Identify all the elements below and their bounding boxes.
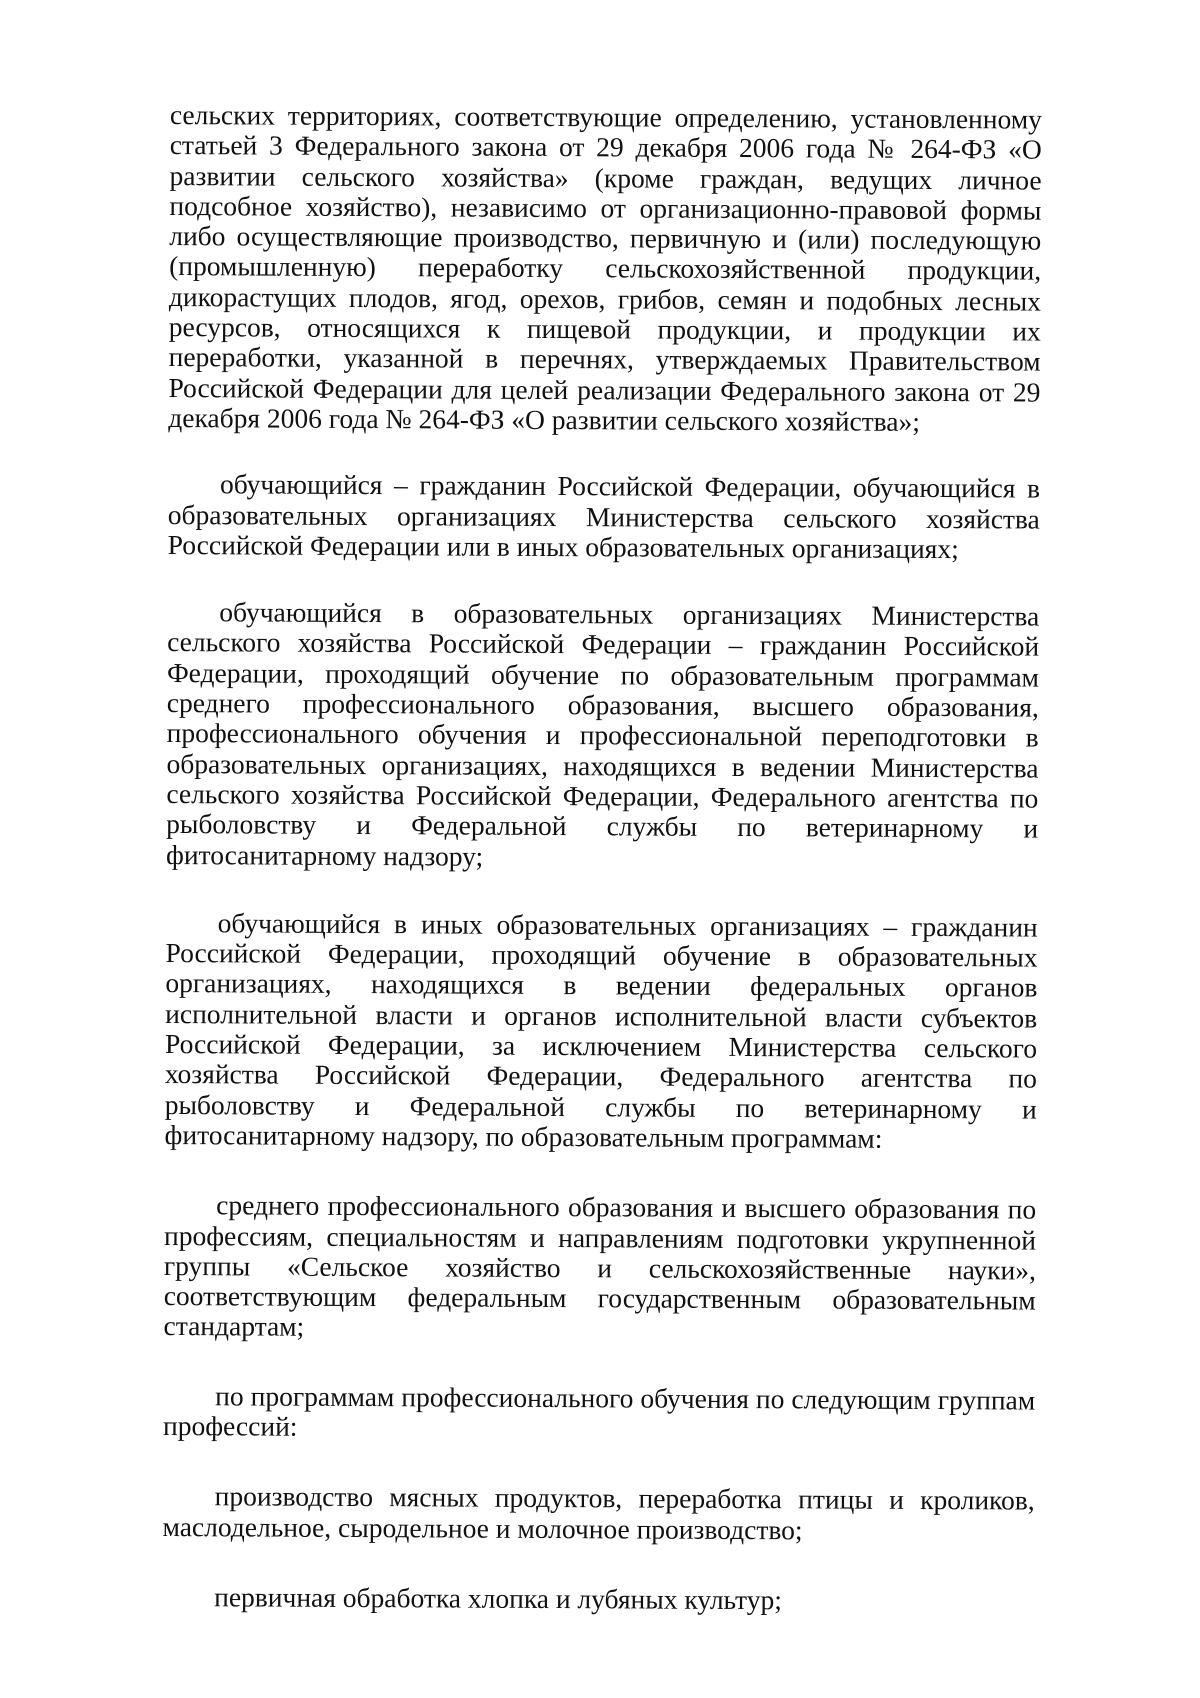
paragraph-rural-producers: сельских территориях, соответствующие определению, установленному статьей 3 Федерального закона от 29 декабря 2006 года № 264-ФЗ «О развитии сельского хозяйства» (кроме граждан, ведущих личное подсобное хозяйство), независимо от организационно-правовой формы либо осуществляющие производство, первичную и (или) последующую (промышленную) переработку сельскохозяйственной продукции, дикорастущих плодов, ягод, орехов, грибов, семян и подобных лесных ресурсов, относящихся к пищевой продукции, и продукции их переработки, указанной в перечнях, утверждаемых Правительством Российской Федерации для целей реализации Федерального закона от 29 декабря 2006 года № 264-ФЗ «О развитии сельского хозяйства»;: [168, 99, 1042, 437]
paragraph-ministry-student-definition: обучающийся в образовательных организациях Министерства сельского хозяйства Российской Федерации – гражданин Российской Федерации, проходящий обучение по образовательным программам среднего профессионального образования, высшего образования, профессионального обучения и профессиональной переподготовки в образовательных организациях, находящихся в ведении Министерства сельского хозяйства Российской Федерации, Федерального агентства по рыболовству и Федеральной службы по ветеринарному и фитосанитарному надзору;: [165, 596, 1040, 872]
paragraph-other-institution-student-definition: обучающийся в иных образовательных организациях – гражданин Российской Федерации, проходящий обучение в образовательных организациях, находящихся в ведении федеральных органов исполнительной власти и органов исполнительной власти субъектов Российской Федерации, за исключением Министерства сельского хозяйства Российской Федерации, Федерального агентства по рыболовству и Федеральной службы по ветеринарному и фитосанитарному надзору, по образовательным программам:: [164, 907, 1038, 1154]
paragraph-vocational-training-programs: по программам профессионального обучения по следующим группам профессий:: [162, 1379, 1036, 1442]
paragraph-cotton-bast-processing: первичная обработка хлопка и лубяных культур;: [214, 1581, 782, 1616]
document-body: [162, 100, 1042, 1617]
paragraph-secondary-higher-education: среднего профессионального образования и высшего образования по профессиям, специальностям и направлениям подготовки укрупненной группы «Сельское хозяйство и сельскохозяйственные науки», соответствующим федеральным государственным образовательным стандартам;: [163, 1189, 1037, 1343]
paragraph-student-definition: обучающийся – гражданин Российской Федерации, обучающийся в образовательных организациях Министерства сельского хозяйства Российской Федерации или в иных образовательных организациях;: [167, 468, 1041, 564]
paragraph-meat-dairy-production: производство мясных продуктов, переработка птицы и кроликов, маслодельное, сыродельное и молочное производство;: [162, 1480, 1035, 1545]
